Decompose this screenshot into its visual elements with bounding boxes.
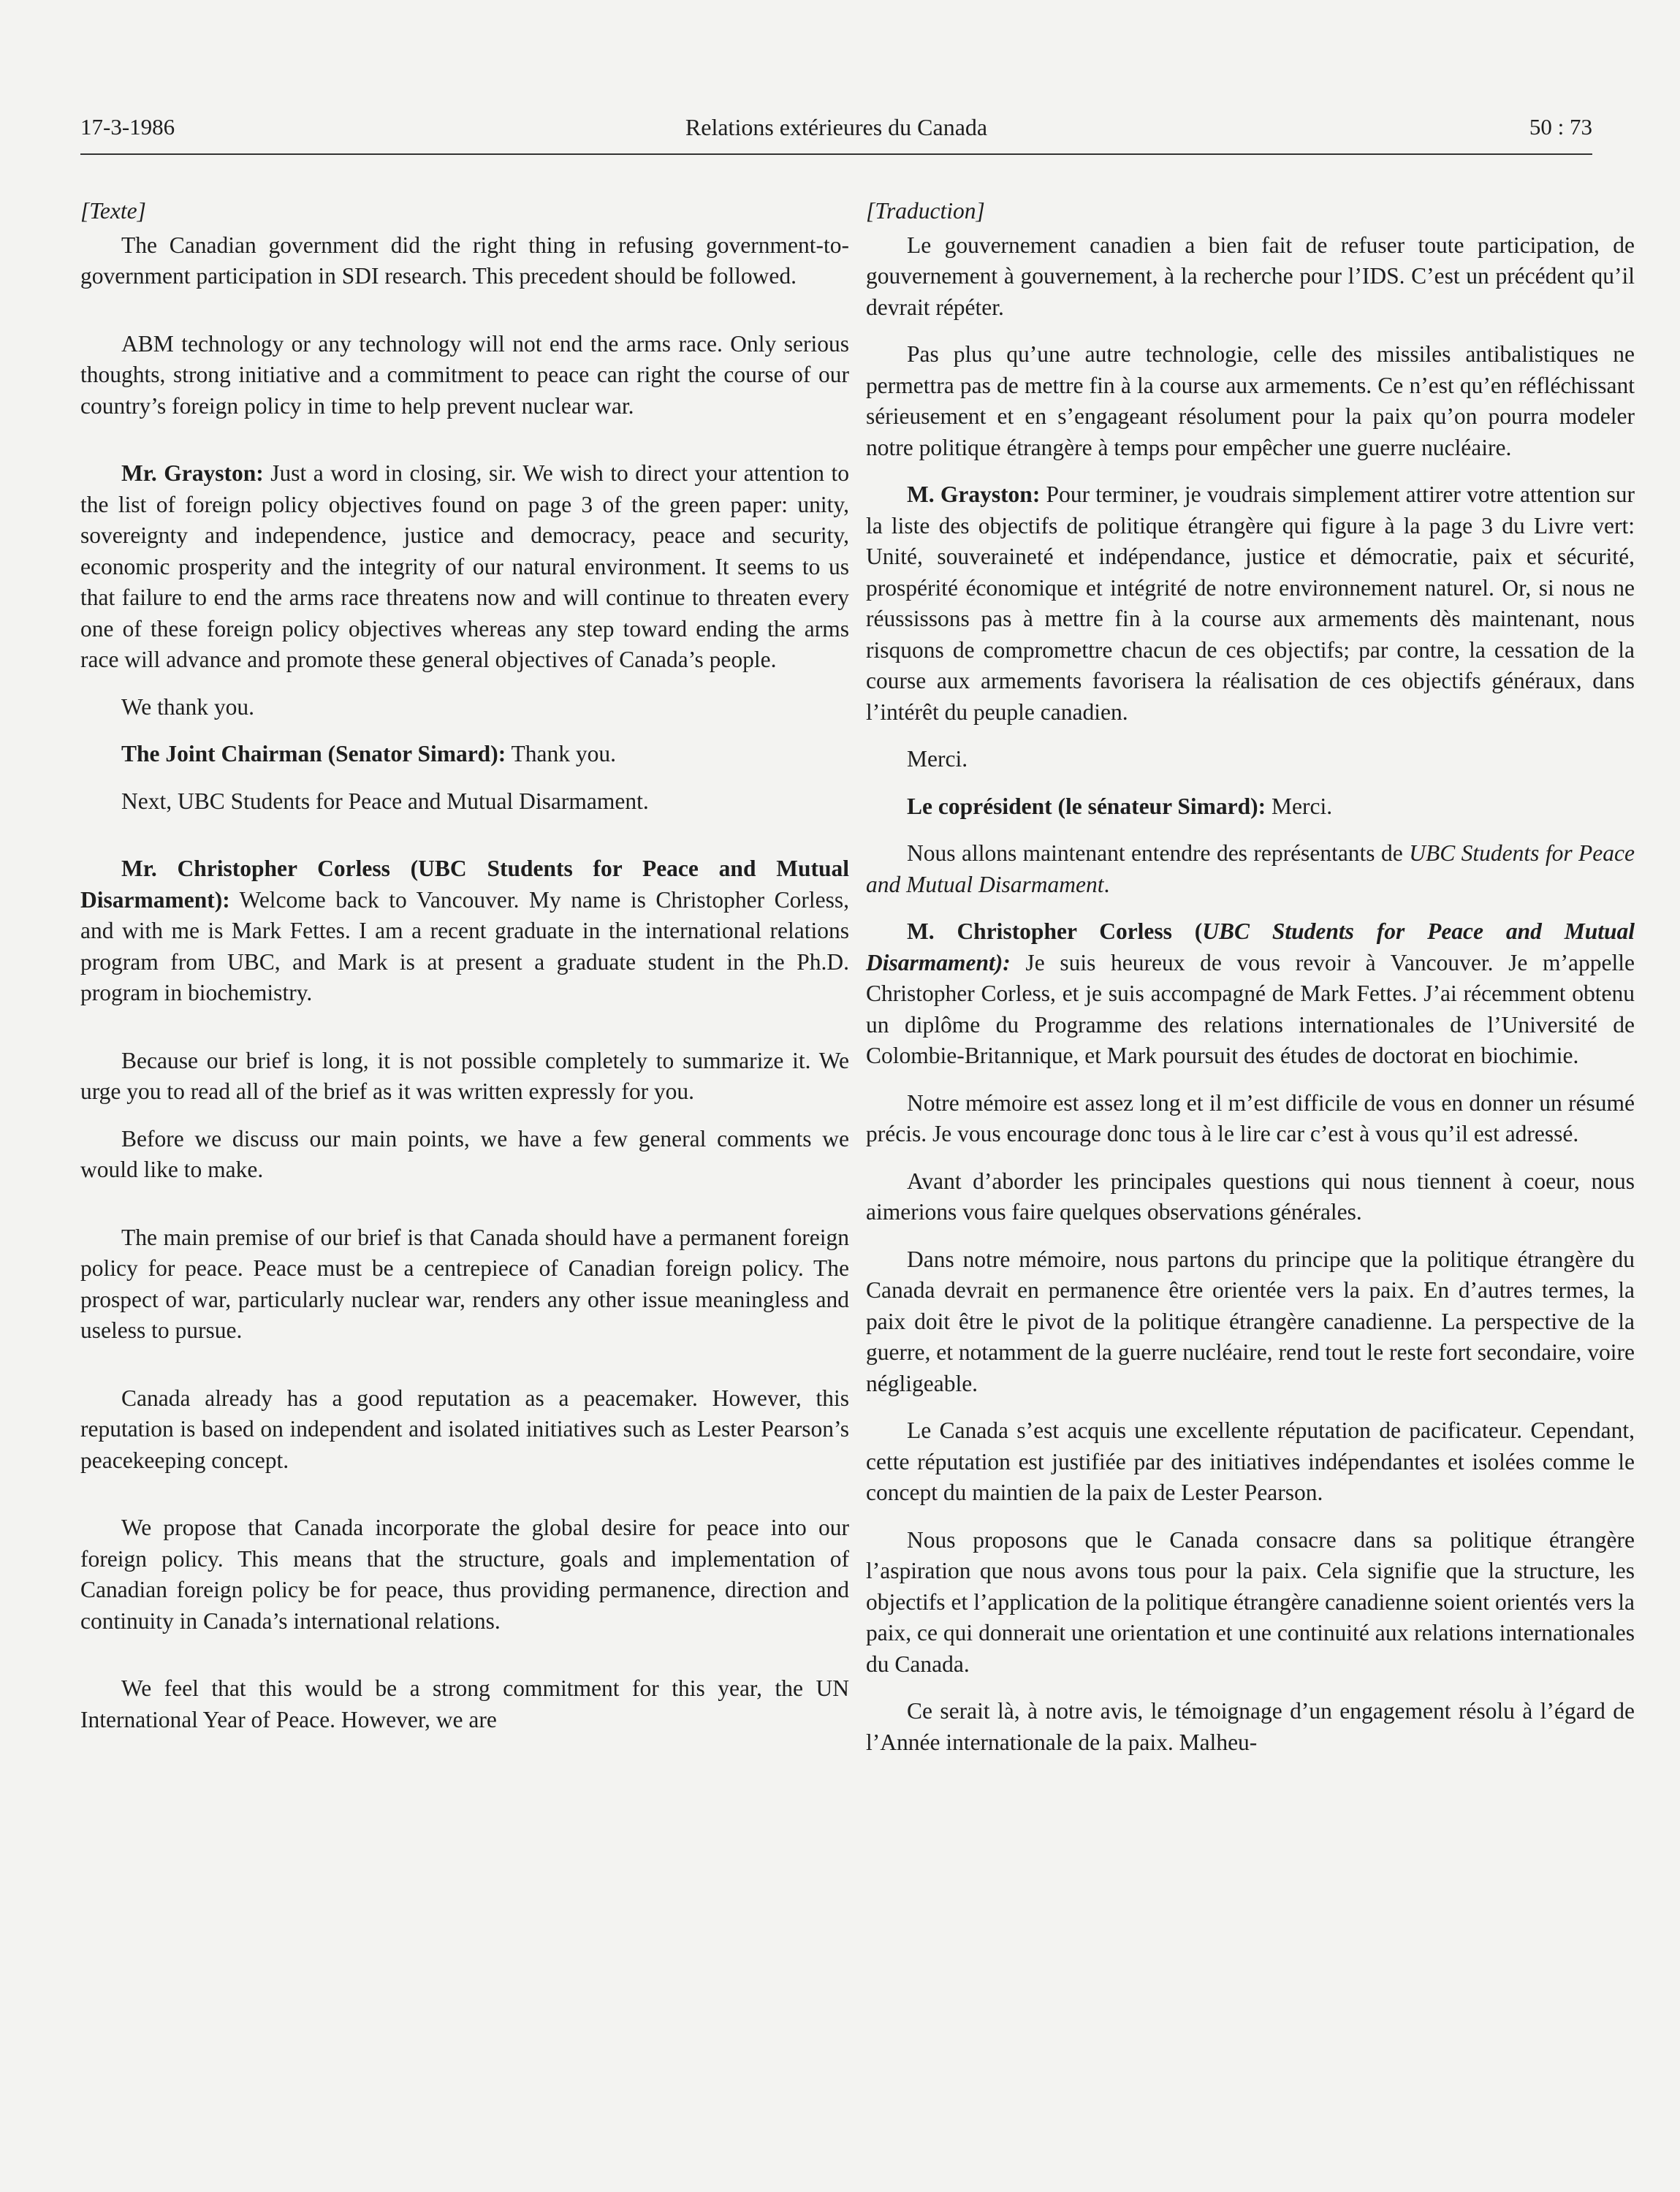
speech-text: Pour terminer, je voudrais simplement attirer votre attention sur la liste des objectifs de politique étrangère qui figure à la page 3 du Livre vert: Unité, souveraineté et indépendance, justice et démocratie, paix et sécurité, prospérité économique et intégrité de notre environnement naturel. Or, si nous ne réussissons pas à mettre fin à la course aux armements dès maintenant, nous risquons de compromettre chacun de ces objectifs; par contre, la cessation de la course aux armements favorisera la réalisation de ces objectifs généraux, dans l’intérêt du peuple canadien. bbox=[866, 482, 1635, 725]
paragraph: Before we discuss our main points, we have a few general comments we would like to make. bbox=[80, 1125, 849, 1182]
paragraph: Because our brief is long, it is not possible completely to summarize it. We urge you to read all of the brief as it was written expressly for you. bbox=[80, 1047, 849, 1104]
page-header bbox=[80, 110, 1592, 155]
speech-text: Je suis heureux de vous revoir à Vancouver. Je m’appelle Christopher Corless, et je suis accompagné de Mark Fettes. J’ai récemment obtenu un diplôme du Programme des relations internationales de l’Université de Colombie-Britannique, et Mark poursuit des études de doctorat en biochimie. bbox=[866, 949, 1635, 1068]
header-title: Relations extérieures du Canada bbox=[685, 114, 988, 140]
column-label: [Traduction] bbox=[866, 198, 985, 224]
paragraph: Ce serait là, à notre avis, le témoignage d’un engagement résolu à l’égard de l’Année internationale de la paix. Malheu- bbox=[866, 1698, 1635, 1755]
organization-name: UBC Students for Peace and Mutual Disarmament): bbox=[866, 918, 1635, 975]
header-date: 17-3-1986 bbox=[80, 114, 175, 140]
speaker-name: The Joint Chairman (Senator Simard): bbox=[121, 741, 506, 766]
paragraph: Merci. bbox=[907, 746, 968, 772]
paragraph: The Canadian government did the right thing in refusing government-to-government participation in SDI research. This precedent should be followed. bbox=[80, 232, 849, 289]
paragraph: Le Canada s’est acquis une excellente réputation de pacificateur. Cependant, cette réputation est justifiée par des initiatives indépendantes et isolées comme le concept du maintien de la paix de Lester Pearson. bbox=[866, 1417, 1635, 1505]
paragraph: Notre mémoire est assez long et il m’est difficile de vous en donner un résumé précis. Je vous encourage donc tous à le lire car c’est à vous qu’il est adressé. bbox=[866, 1089, 1635, 1146]
speech-text: . bbox=[1103, 871, 1110, 897]
column-label: [Texte] bbox=[80, 198, 146, 224]
speech-text: Welcome back to Vancouver. My name is Christopher Corless, and with me is Mark Fettes. I am a recent graduate in the international relations program from UBC, and Mark is at present a graduate student in the Ph.D. program in biochemistry. bbox=[80, 886, 849, 1005]
speech-text: Nous allons maintenant entendre des représentants de bbox=[907, 840, 1410, 866]
paragraph: ABM technology or any technology will not end the arms race. Only serious thoughts, strong initiative and a commitment to peace can right the course of our country’s foreign policy in time to help prevent nuclear war. bbox=[80, 330, 849, 419]
header-page-number: 50 : 73 bbox=[1529, 114, 1592, 140]
speaker-name: Le coprésident (le sénateur Simard): bbox=[907, 793, 1266, 819]
paragraph: Dans notre mémoire, nous partons du principe que la politique étrangère du Canada devrait en permanence être orientée vers la paix. En d’autres termes, la paix doit être le pivot de la politique étrangère canadienne. La perspective de la guerre, et notamment de la guerre nucléaire, rend tout le reste fort secondaire, voire négligeable. bbox=[866, 1246, 1635, 1396]
speech-text: Merci. bbox=[1266, 793, 1333, 819]
paragraph bbox=[80, 853, 849, 1009]
paragraph bbox=[866, 838, 1635, 900]
paragraph bbox=[866, 791, 1635, 823]
paragraph: The main premise of our brief is that Canada should have a permanent foreign policy for peace. Peace must be a centrepiece of Canadian foreign policy. The prospect of war, particularly nuclear war, renders any other issue meaningless and useless to pursue. bbox=[80, 1224, 849, 1343]
speaker-name: Mr. Christopher Corless (UBC Students for Peace and Mutual Disarmament): bbox=[80, 856, 849, 913]
paragraph: We feel that this would be a strong commitment for this year, the UN International Year of Peace. However, we are bbox=[80, 1675, 849, 1732]
paragraph: Pas plus qu’une autre technologie, celle des missiles antibalistiques ne permettra pas de mettre fin à la course aux armements. Ce n’est qu’en réfléchissant sérieusement et en s’engageant résolument pour la paix qu’on pourra modeler notre politique étrangère à temps pour empêcher une guerre nucléaire. bbox=[866, 341, 1635, 460]
paragraph bbox=[80, 458, 849, 676]
speaker-name: M. Christopher Corless ( bbox=[907, 918, 1203, 944]
paragraph: Nous proposons que le Canada consacre dans sa politique étrangère l’aspiration que nous avons tous pour la paix. Cela signifie que la structure, les objectifs et l’application de la politique étrangère canadienne soient orientés vers la paix, ce qui donnerait une orientation et une continuité aux relations internationales du Canada. bbox=[866, 1526, 1635, 1677]
organization-name: UBC Students for Peace and Mutual Disarmament bbox=[866, 840, 1635, 897]
paragraph bbox=[866, 916, 1635, 1072]
paragraph: Avant d’aborder les principales questions qui nous tiennent à coeur, nous aimerions vous faire quelques observations générales. bbox=[866, 1168, 1635, 1225]
paragraph bbox=[866, 479, 1635, 728]
paragraph: Le gouvernement canadien a bien fait de refuser toute participation, de gouvernement à gouvernement, à la recherche pour l’IDS. C’est un précédent qu’il devrait répéter. bbox=[866, 232, 1635, 320]
french-column bbox=[866, 196, 1635, 1774]
english-column bbox=[80, 196, 849, 1751]
speech-text: Just a word in closing, sir. We wish to direct your attention to the list of foreign policy objectives found on page 3 of the green paper: unity, sovereignty and independence, justice and democracy, peace and security, economic prosperity and the integrity of our natural environment. It seems to us that failure to end the arms race threatens now and will continue to threaten every one of these foreign policy objectives whereas any step toward ending the arms race will advance and promote these general objectives of Canada’s people. bbox=[80, 460, 850, 672]
paragraph bbox=[80, 739, 849, 770]
speaker-name: M. Grayston: bbox=[907, 482, 1041, 507]
paragraph: Next, UBC Students for Peace and Mutual Disarmament. bbox=[121, 788, 649, 814]
paragraph: We thank you. bbox=[121, 693, 255, 720]
speaker-name: Mr. Grayston: bbox=[121, 460, 264, 486]
paragraph: Canada already has a good reputation as a peacemaker. However, this reputation is based on independent and isolated initiatives such as Lester Pearson’s peacekeeping concept. bbox=[80, 1385, 849, 1473]
paragraph: We propose that Canada incorporate the global desire for peace into our foreign policy. This means that the structure, goals and implementation of Canadian foreign policy be for peace, thus providing permanence, direction and continuity in Canada’s international relations. bbox=[80, 1515, 849, 1634]
speech-text: Thank you. bbox=[506, 741, 616, 766]
